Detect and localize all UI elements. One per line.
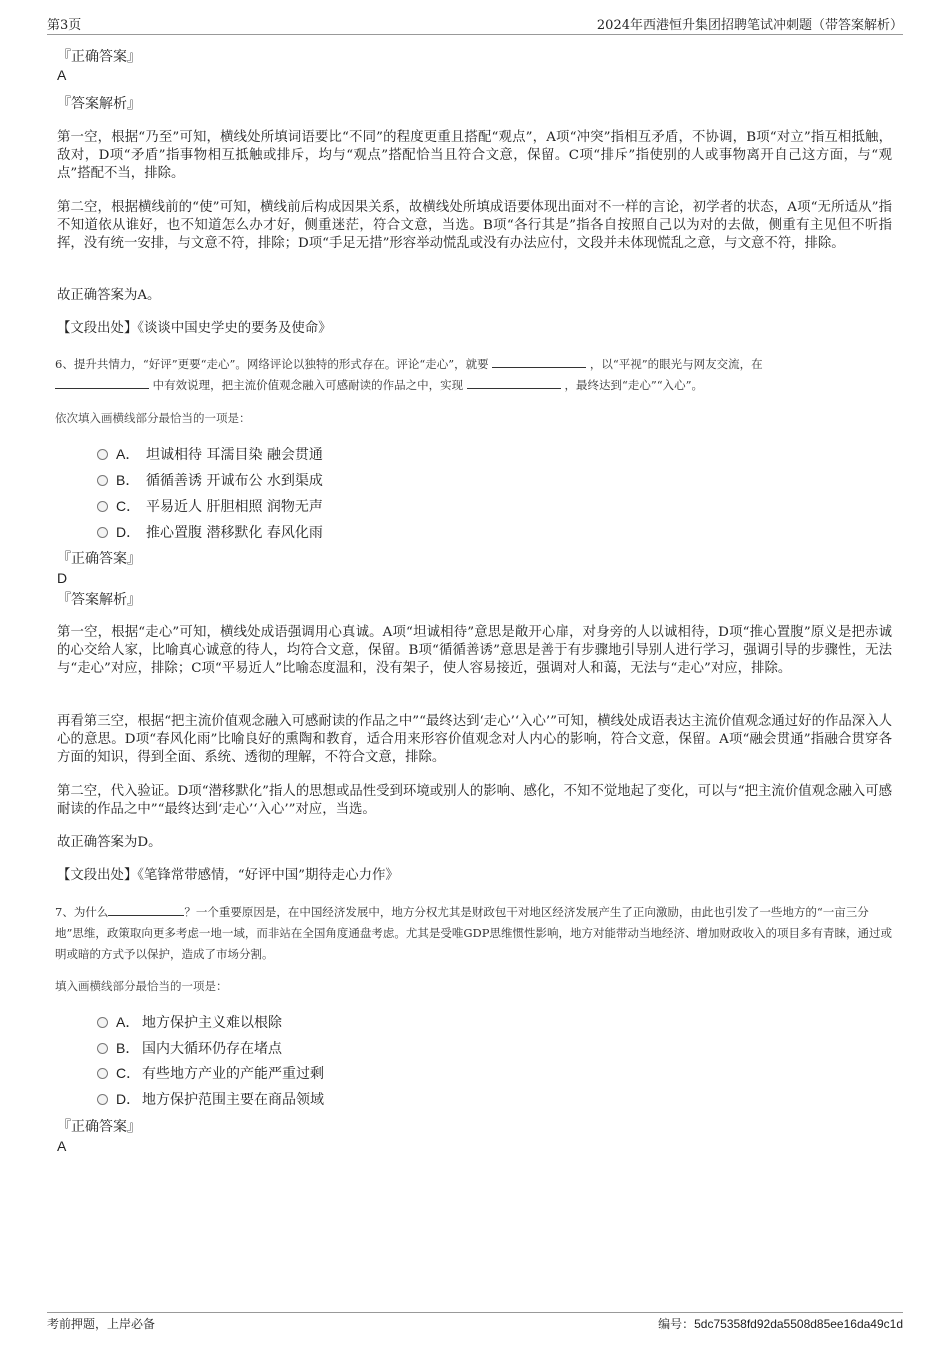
- q6-stem-part-a: 6、提升共情力，“好评”更要“走心”。网络评论以独特的形式存在。评论“走心”，就要: [55, 357, 489, 371]
- q6-analysis-paragraph-1: 第一空，根据“走心”可知，横线处成语强调用心真诚。A项“坦诚相待”意思是敞开心扉，对身旁的人以诚相待，D项“推心置腹”原义是把赤诚的心交给人家，比喻真心诚意的待人，均符合文意，保留。B项“循循善诱”意思是善于有步骤地引导别人进行学习，强调引导的步骤性，无法与“走心”对应，排除；C项“平易近人”比喻态度温和，没有架子，使人容易接近，强调对人和蔼，无法与“走心”对应，排除。: [57, 625, 892, 676]
- q5-answer-label: 『正确答案』: [57, 49, 141, 65]
- radio-icon[interactable]: [97, 1068, 108, 1079]
- q7-option-c[interactable]: C． 有些地方产业的产能严重过剩: [97, 1063, 324, 1084]
- page-header: [47, 14, 903, 35]
- q5-conclusion: 故正确答案为A。: [57, 288, 161, 303]
- footer-slogan: 考前押题，上岸必备: [47, 1317, 156, 1331]
- q6-source: 【文段出处】《笔锋常带感情，“好评中国”期待走心力作》: [57, 868, 399, 883]
- q6-option-c[interactable]: C． 平易近人 肝胆相照 润物无声: [97, 496, 323, 517]
- radio-icon[interactable]: [97, 1094, 108, 1105]
- q6-stem: [55, 354, 890, 396]
- q7-option-b[interactable]: B． 国内大循环仍存在堵点: [97, 1038, 282, 1059]
- q6-analysis-label: 『答案解析』: [57, 592, 141, 608]
- radio-icon[interactable]: [97, 527, 108, 538]
- q5-source: 【文段出处】《谈谈中国史学史的要务及使命》: [57, 321, 332, 336]
- q6-answer-label: 『正确答案』: [57, 551, 141, 567]
- q6-stem-part-b: ，以“平视”的眼光与网友交流，在: [589, 357, 763, 371]
- q6-option-a[interactable]: A． 坦诚相待 耳濡目染 融会贯通: [97, 444, 323, 465]
- q6-blank-2: [55, 377, 149, 389]
- q6-option-b[interactable]: B． 循循善诱 开诚布公 水到渠成: [97, 470, 323, 491]
- radio-icon[interactable]: [97, 1017, 108, 1028]
- document-code: [658, 1315, 903, 1332]
- q7-option-a[interactable]: A． 地方保护主义难以根除: [97, 1012, 282, 1033]
- document-title: 2024年西港恒升集团招聘笔试冲刺题（带答案解析）: [596, 18, 903, 33]
- document-code-label: 编号：: [658, 1317, 695, 1331]
- q7-stem-part-a: 7、为什么: [55, 905, 109, 919]
- q7-answer: A: [57, 1138, 67, 1154]
- q6-analysis-paragraph-2: 再看第三空，根据“把主流价值观念融入可感耐读的作品之中”“最终达到‘走心’‘入心’”可知，横线处成语表达主流价值观念通过好的作品深入人心的意思。D项“春风化雨”比喻良好的熏陶和教育，适合用来形容价值观念对人内心的影响，符合文意，保留。A项“融会贯通”指融合贯穿各方面的知识，得到全面、系统、透彻的理解，不符合文意，排除。: [57, 714, 892, 765]
- q5-answer: A: [57, 67, 67, 83]
- q7-instruction: 填入画横线部分最恰当的一项是：: [55, 979, 228, 993]
- page-footer: [47, 1312, 903, 1335]
- q7-stem-part-b: ？一个重要原因是，在中国经济发展中，地方分权尤其是财政包干对地区经济发展产生了正向激励，由此也引发了一些地方的“一亩三分地”思维，政策取向更多考虑一地一域，而非站在全国角度通盘考虑。尤其是受唯GDP思维惯性影响，地方对能带动当地经济、增加财政收入的项目多有青睐，通过或明或暗的方式予以保护，造成了市场分割。: [55, 905, 893, 961]
- q6-blank-3: [467, 377, 561, 389]
- q6-blank-1: [492, 356, 586, 368]
- q6-option-d[interactable]: D． 推心置腹 潜移默化 春风化雨: [97, 522, 323, 543]
- page-number: 第3页: [47, 18, 82, 33]
- q5-analysis-label: 『答案解析』: [57, 96, 141, 112]
- q7-blank: [108, 904, 184, 916]
- q5-analysis-paragraph-1: 第一空，根据“乃至”可知，横线处所填词语要比“不同”的程度更重且搭配“观点”，A项“冲突”指相互矛盾，不协调，B项“对立”指互相抵触，敌对，D项“矛盾”指事物相互抵触或排斥，均与“观点”搭配恰当且符合文意，保留。C项“排斥”指使别的人或事物离开自己这方面，与“观点”搭配不当，排除。: [57, 130, 892, 181]
- q6-instruction: 依次填入画横线部分最恰当的一项是：: [55, 411, 251, 425]
- q6-analysis-paragraph-3: 第二空，代入验证。D项“潜移默化”指人的思想或品性受到环境或别人的影响、感化，不知不觉地起了变化，可以与“把主流价值观念融入可感耐读的作品之中”“最终达到‘走心’‘入心’”对应，当选。: [57, 784, 892, 817]
- q5-analysis-paragraph-2: 第二空，根据横线前的“使”可知，横线前后构成因果关系，故横线处所填成语要体现出面对不一样的言论，初学者的状态，A项“无所适从”指不知道依从谁好，也不知道怎么办才好，侧重迷茫，符合文意，当选。B项“各行其是”指各自按照自己以为对的去做，侧重有主见但不听指挥，没有统一安排，与文意不符，排除；D项“手足无措”形容举动慌乱或没有办法应付，文段并未体现慌乱之意，与文意不符，排除。: [57, 200, 892, 251]
- document-code-value: 5dc75358fd92da5508d85ee16da49c1d: [694, 1317, 903, 1331]
- radio-icon[interactable]: [97, 501, 108, 512]
- radio-icon[interactable]: [97, 1043, 108, 1054]
- radio-icon[interactable]: [97, 449, 108, 460]
- q6-stem-part-c: 中有效说理，把主流价值观念融入可感耐读的作品之中，实现: [152, 378, 464, 392]
- q6-stem-part-d: ，最终达到“走心”“入心”。: [564, 378, 703, 392]
- q6-conclusion: 故正确答案为D。: [57, 835, 162, 850]
- q7-answer-label: 『正确答案』: [57, 1119, 141, 1135]
- q6-answer: D: [57, 570, 68, 586]
- radio-icon[interactable]: [97, 475, 108, 486]
- q7-stem: [55, 902, 892, 965]
- q7-option-d[interactable]: D． 地方保护范围主要在商品领域: [97, 1089, 324, 1110]
